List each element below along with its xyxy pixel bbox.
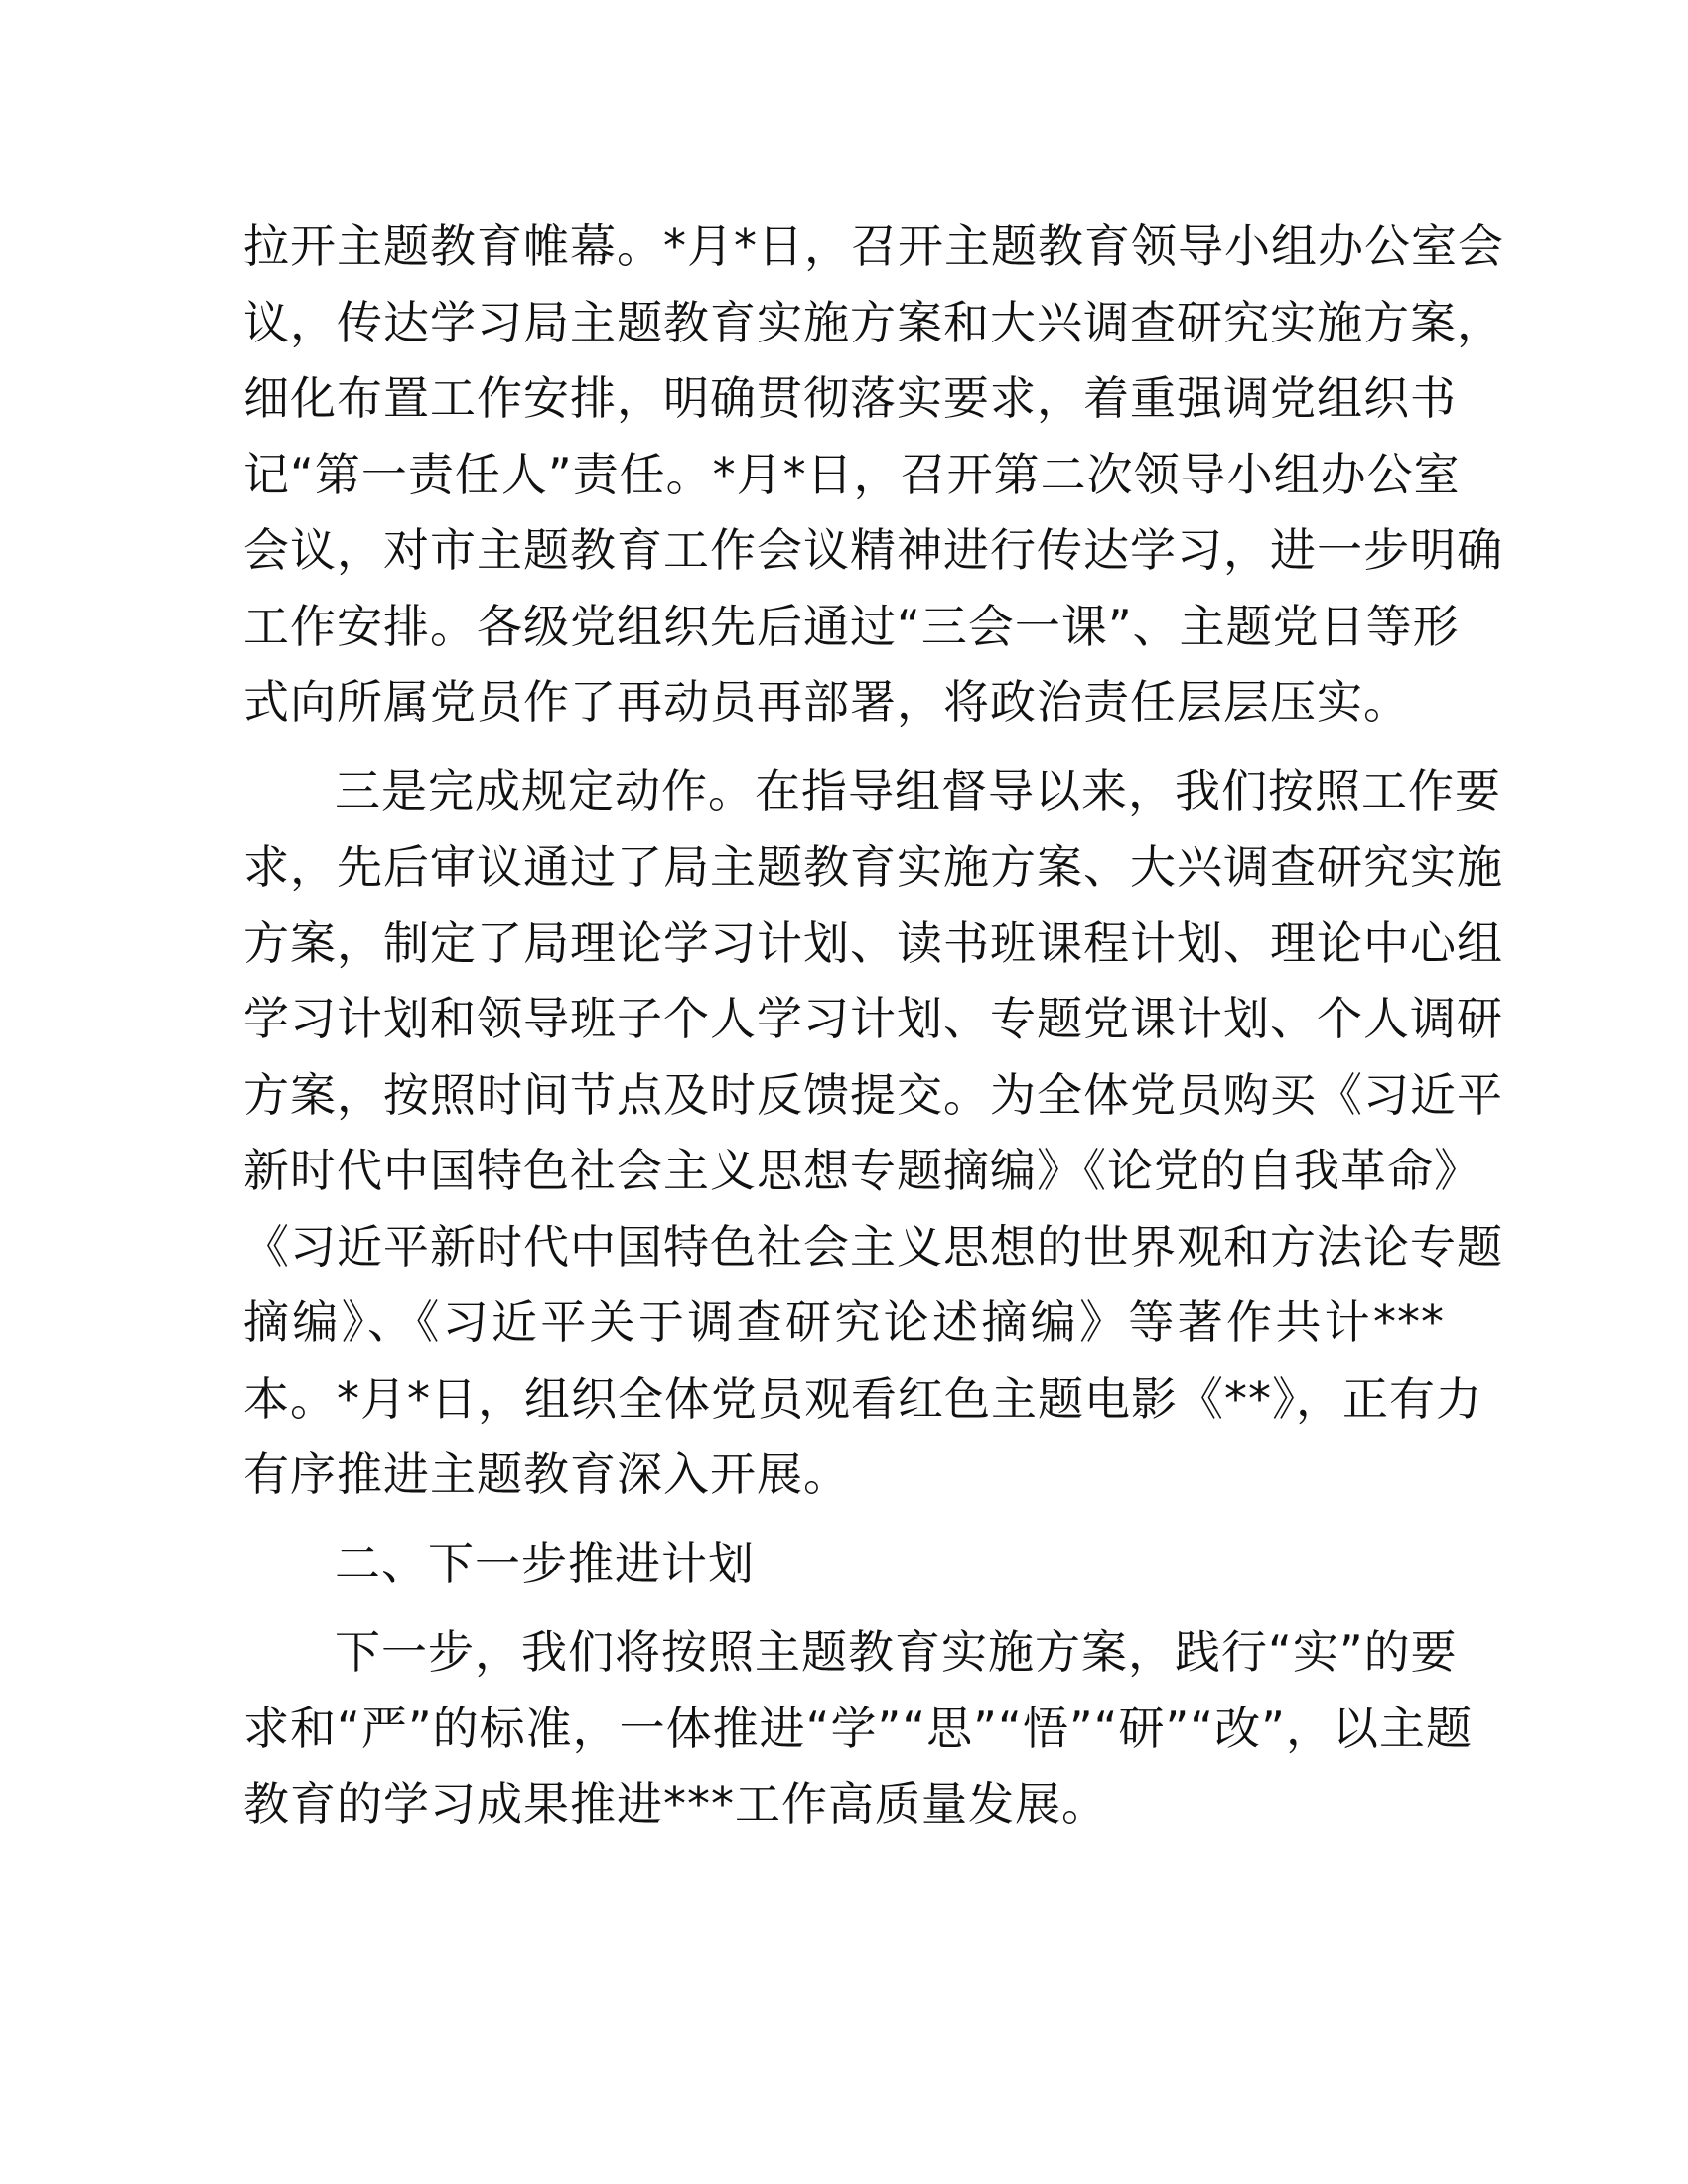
section-heading-next-steps xyxy=(243,1526,1445,1602)
text-line: 求和“严”的标准，一体推进“学”“思”“悟”“研”“改”，以主题 xyxy=(243,1701,1473,1755)
text-line: 会议，对市主题教育工作会议精神进行传达学习，进一步明确 xyxy=(243,523,1503,577)
text-line: 方案，按照时间节点及时反馈提交。为全体党员购买《习近平 xyxy=(243,1067,1503,1122)
text-line: 求，先后审议通过了局主题教育实施方案、大兴调查研究实施 xyxy=(243,840,1503,893)
text-line: 拉开主题教育帷幕。*月*日，召开主题教育领导小组办公室会 xyxy=(243,219,1504,273)
text-line: 有序推进主题教育深入开展。 xyxy=(243,1447,850,1501)
text-line: 三是完成规定动作。在指导组督导以来，我们按照工作要 xyxy=(335,763,1501,818)
heading-line: 二、下一步推进计划 xyxy=(335,1536,755,1590)
text-line: 议，传达学习局主题教育实施方案和大兴调查研究实施方案， xyxy=(243,295,1503,349)
paragraph-meeting-arrangements xyxy=(243,208,1504,741)
text-line: 记“第一责任人”责任。*月*日，召开第二次领导小组办公室 xyxy=(243,447,1461,501)
text-line: 摘编》、《习近平关于调查研究论述摘编》等著作共计*** xyxy=(243,1296,1445,1349)
text-line: 工作安排。各级党组织先后通过“三会一课”、主题党日等形 xyxy=(243,599,1460,653)
text-line: 教育的学习成果推进***工作高质量发展。 xyxy=(243,1777,1108,1831)
text-line: 细化布置工作安排，明确贯彻落实要求，着重强调党组织书 xyxy=(243,371,1457,425)
text-line: 下一步，我们将按照主题教育实施方案，践行“实”的要 xyxy=(335,1625,1458,1679)
text-line: 式向所属党员作了再动员再部署，将政治责任层层压实。 xyxy=(243,675,1410,729)
text-line: 学习计划和领导班子个人学习计划、专题党课计划、个人调研 xyxy=(243,992,1503,1045)
document-body xyxy=(243,208,1504,1843)
paragraph-required-actions xyxy=(243,753,1503,1513)
text-line: 方案，制定了局理论学习计划、读书班课程计划、理论中心组 xyxy=(243,915,1503,970)
text-line: 本。*月*日，组织全体党员观看红色主题电影《**》，正有力 xyxy=(243,1371,1482,1426)
text-line: 《习近平新时代中国特色社会主义思想的世界观和方法论专题 xyxy=(243,1219,1503,1274)
text-line: 新时代中国特色社会主义思想专题摘编》《论党的自我革命》 xyxy=(243,1144,1480,1197)
paragraph-next-steps xyxy=(243,1614,1473,1843)
